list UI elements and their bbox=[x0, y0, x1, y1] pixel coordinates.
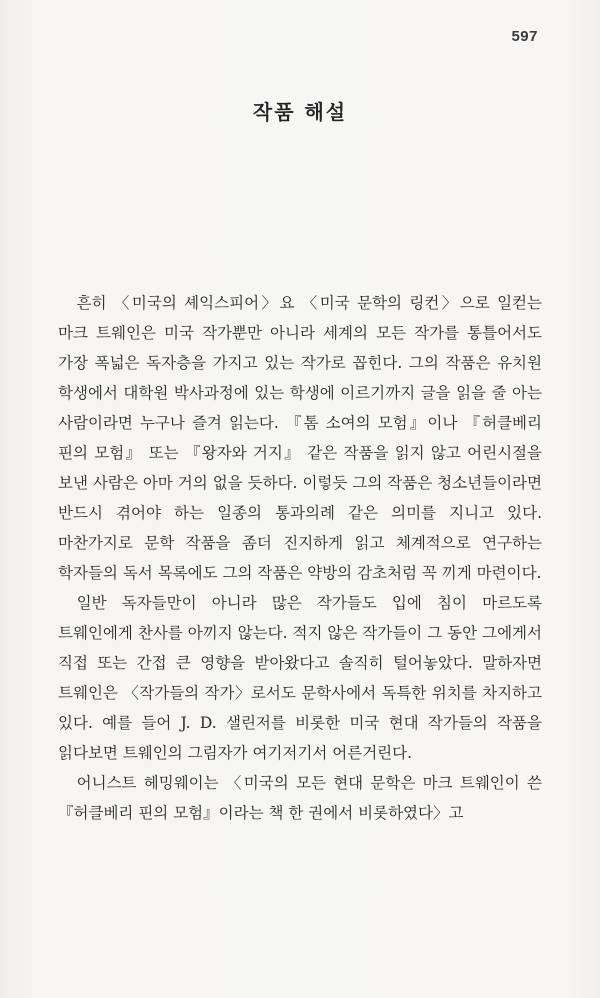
body-text bbox=[58, 288, 542, 828]
page-number: 597 bbox=[511, 28, 538, 45]
paragraph-1: 흔히 〈미국의 셰익스피어〉요 〈미국 문학의 링컨〉으로 일컫는 마크 트웨인은 미국 작가뿐만 아니라 세계의 모든 작가를 통틀어서도 가장 폭넓은 독자층을 가지고 있는 작가로 꼽힌다. 그의 작품은 유치원 학생에서 대학원 박사과정에 있는 학생에 이르기까지 글을 읽을 줄 아는 사람이라면 누구나 즐겨 읽는다. 『톰 소여의 모험』이나 『허클베리 핀의 모험』 또는 『왕자와 거지』 같은 작품을 읽지 않고 어린시절을 보낸 사람은 아마 거의 없을 듯하다. 이렇듯 그의 작품은 청소년들이라면 반드시 겪어야 하는 일종의 통과의례 같은 의미를 지니고 있다. 마찬가지로 문학 작품을 좀더 진지하게 읽고 체계적으로 연구하는 학자들의 독서 목록에도 그의 작품은 약방의 감초처럼 꼭 끼게 마련이다. bbox=[58, 294, 542, 582]
paragraph-3: 어니스트 헤밍웨이는 〈미국의 모든 현대 문학은 마크 트웨인이 쓴 『허클베리 핀의 모험』이라는 책 한 권에서 비롯하였다〉고 bbox=[58, 774, 542, 822]
page-title: 작품 해설 bbox=[252, 100, 348, 124]
paragraph-2: 일반 독자들만이 아니라 많은 작가들도 입에 침이 마르도록 트웨인에게 찬사를 아끼지 않는다. 적지 않은 작가들이 그 동안 그에게서 직접 또는 간접 큰 영향을 받아왔다고 솔직히 털어놓았다. 말하자면 트웨인은 〈작가들의 작가〉로서도 문학사에서 독특한 위치를 차지하고 있다. 예를 들어 J. D. 샐린저를 비롯한 미국 현대 작가들의 작품을 읽다보면 트웨인의 그림자가 여기저기서 어른거린다. bbox=[58, 594, 542, 762]
